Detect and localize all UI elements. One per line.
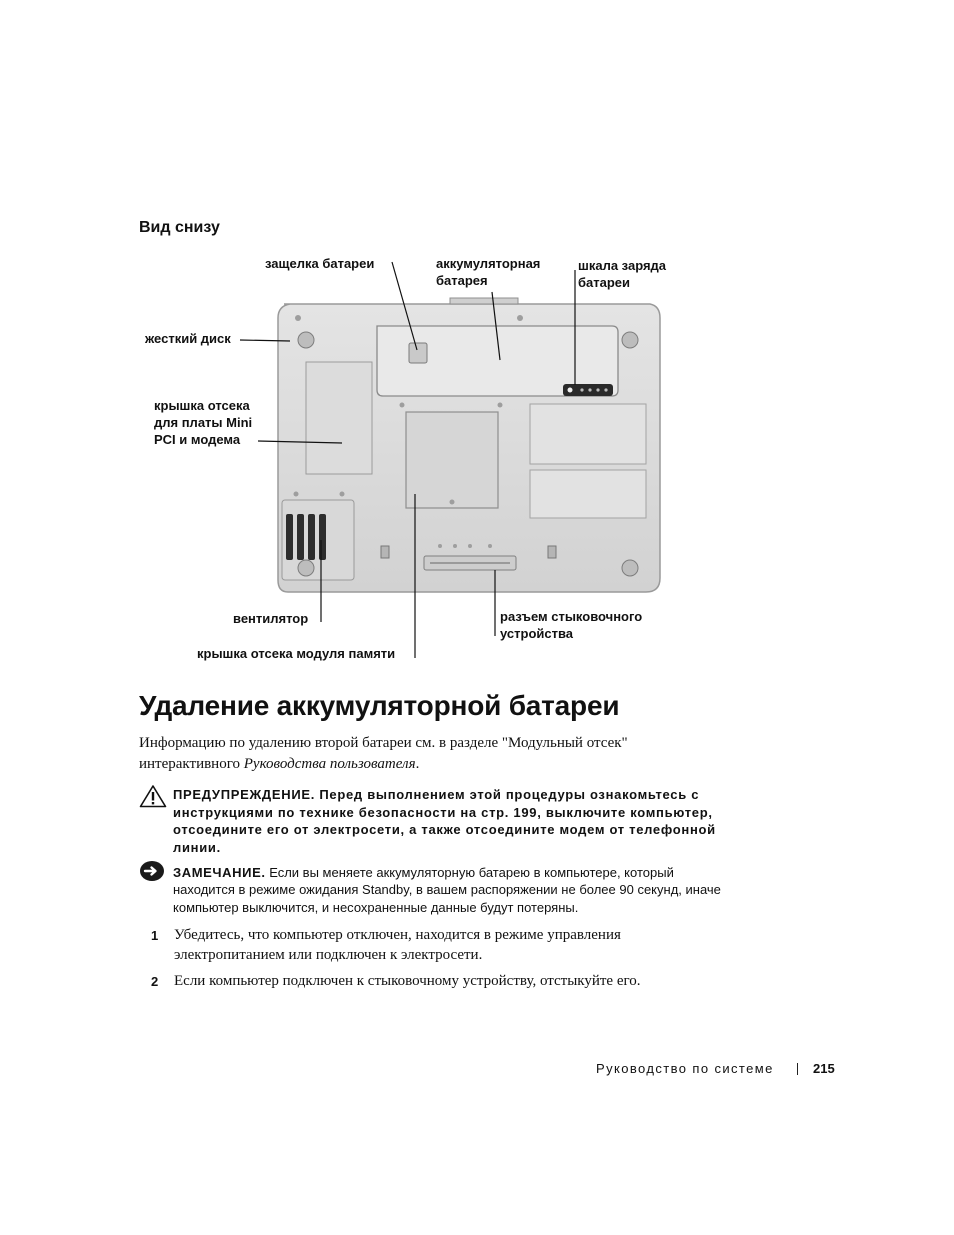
notice-body: Если вы меняете аккумуляторную батарею в компьютере, который находится в режиме ожидания Standby, в вашем распоряжении не более 90 секунд, иначе компьютер выключится, и несохраненные данные будут потеряны. (173, 865, 721, 915)
callout-minipci-cover (154, 397, 252, 448)
callout-minipci-line: для платы Mini (154, 415, 253, 430)
leader-lines (240, 262, 575, 658)
intro-text: Информацию по удалению второй батареи см. в разделе "Модульный отсек" интерактивного (139, 735, 628, 772)
callout-minipci-line: крышка отсека (154, 398, 250, 413)
callout-battery-line: аккумуляторная (436, 256, 541, 271)
callout-battery (436, 255, 540, 289)
notice-text (173, 864, 733, 916)
rubber-foot (622, 332, 638, 348)
step-number: 1 (151, 928, 159, 943)
section-heading: Вид снизу (139, 219, 220, 236)
footer-separator (797, 1063, 798, 1075)
callout-battery-line: батарея (436, 273, 488, 288)
notice-icon (139, 860, 165, 882)
warning-icon (139, 784, 167, 808)
rubber-foot (622, 560, 638, 576)
page-number: 215 (813, 1061, 835, 1076)
battery-bay (377, 326, 618, 396)
callout-memory-cover: крышка отсека модуля памяти (197, 646, 396, 661)
notice-label: ЗАМЕЧАНИЕ. (173, 865, 266, 880)
callout-minipci-line: PCI и модема (154, 432, 241, 447)
fan-vents (286, 514, 326, 560)
callout-docking-line: разъем стыковочного (500, 609, 643, 624)
memory-cover-shape (406, 412, 498, 508)
step-number: 2 (151, 974, 159, 989)
laptop-case (278, 304, 660, 592)
callout-hard-drive: жесткий диск (145, 331, 231, 346)
fan-area (282, 500, 354, 580)
callout-docking-connector (500, 608, 642, 642)
step-text: Убедитесь, что компьютер отключен, находится в режиме управления электропитанием или подключен к электросети. (174, 927, 621, 963)
callout-battery-latch: защелка батареи (265, 256, 375, 271)
footer-guide-title: Руководство по системе (596, 1061, 774, 1076)
callout-gauge-line: шкала заряда (578, 258, 667, 273)
callout-docking-line: устройства (500, 626, 574, 641)
intro-text-end: . (415, 756, 420, 772)
main-title: Удаление аккумуляторной батареи (139, 690, 620, 721)
callout-fan: вентилятор (233, 611, 309, 626)
docking-connector-shape (424, 556, 516, 570)
rubber-foot (298, 332, 314, 348)
step-text: Если компьютер подключен к стыковочному устройству, отстыкуйте его. (174, 973, 641, 989)
callout-gauge-line: батареи (578, 275, 631, 290)
intro-paragraph (139, 733, 699, 775)
warning-text: ПРЕДУПРЕЖДЕНИЕ. Перед выполнением этой процедуры ознакомьтесь с инструкциями по технике безопасности на стр. 199, выключите компьютер, отсоедините его от электросети, а также отсоедините модем от телефонной линии. (173, 787, 716, 855)
callout-battery-gauge (578, 257, 666, 291)
minipci-cover-shape (306, 362, 372, 474)
battery-latch-shape (409, 343, 427, 363)
intro-guide-title: Руководства пользователя (243, 756, 416, 772)
rubber-foot (298, 560, 314, 576)
battery-gauge-shape (563, 384, 613, 396)
